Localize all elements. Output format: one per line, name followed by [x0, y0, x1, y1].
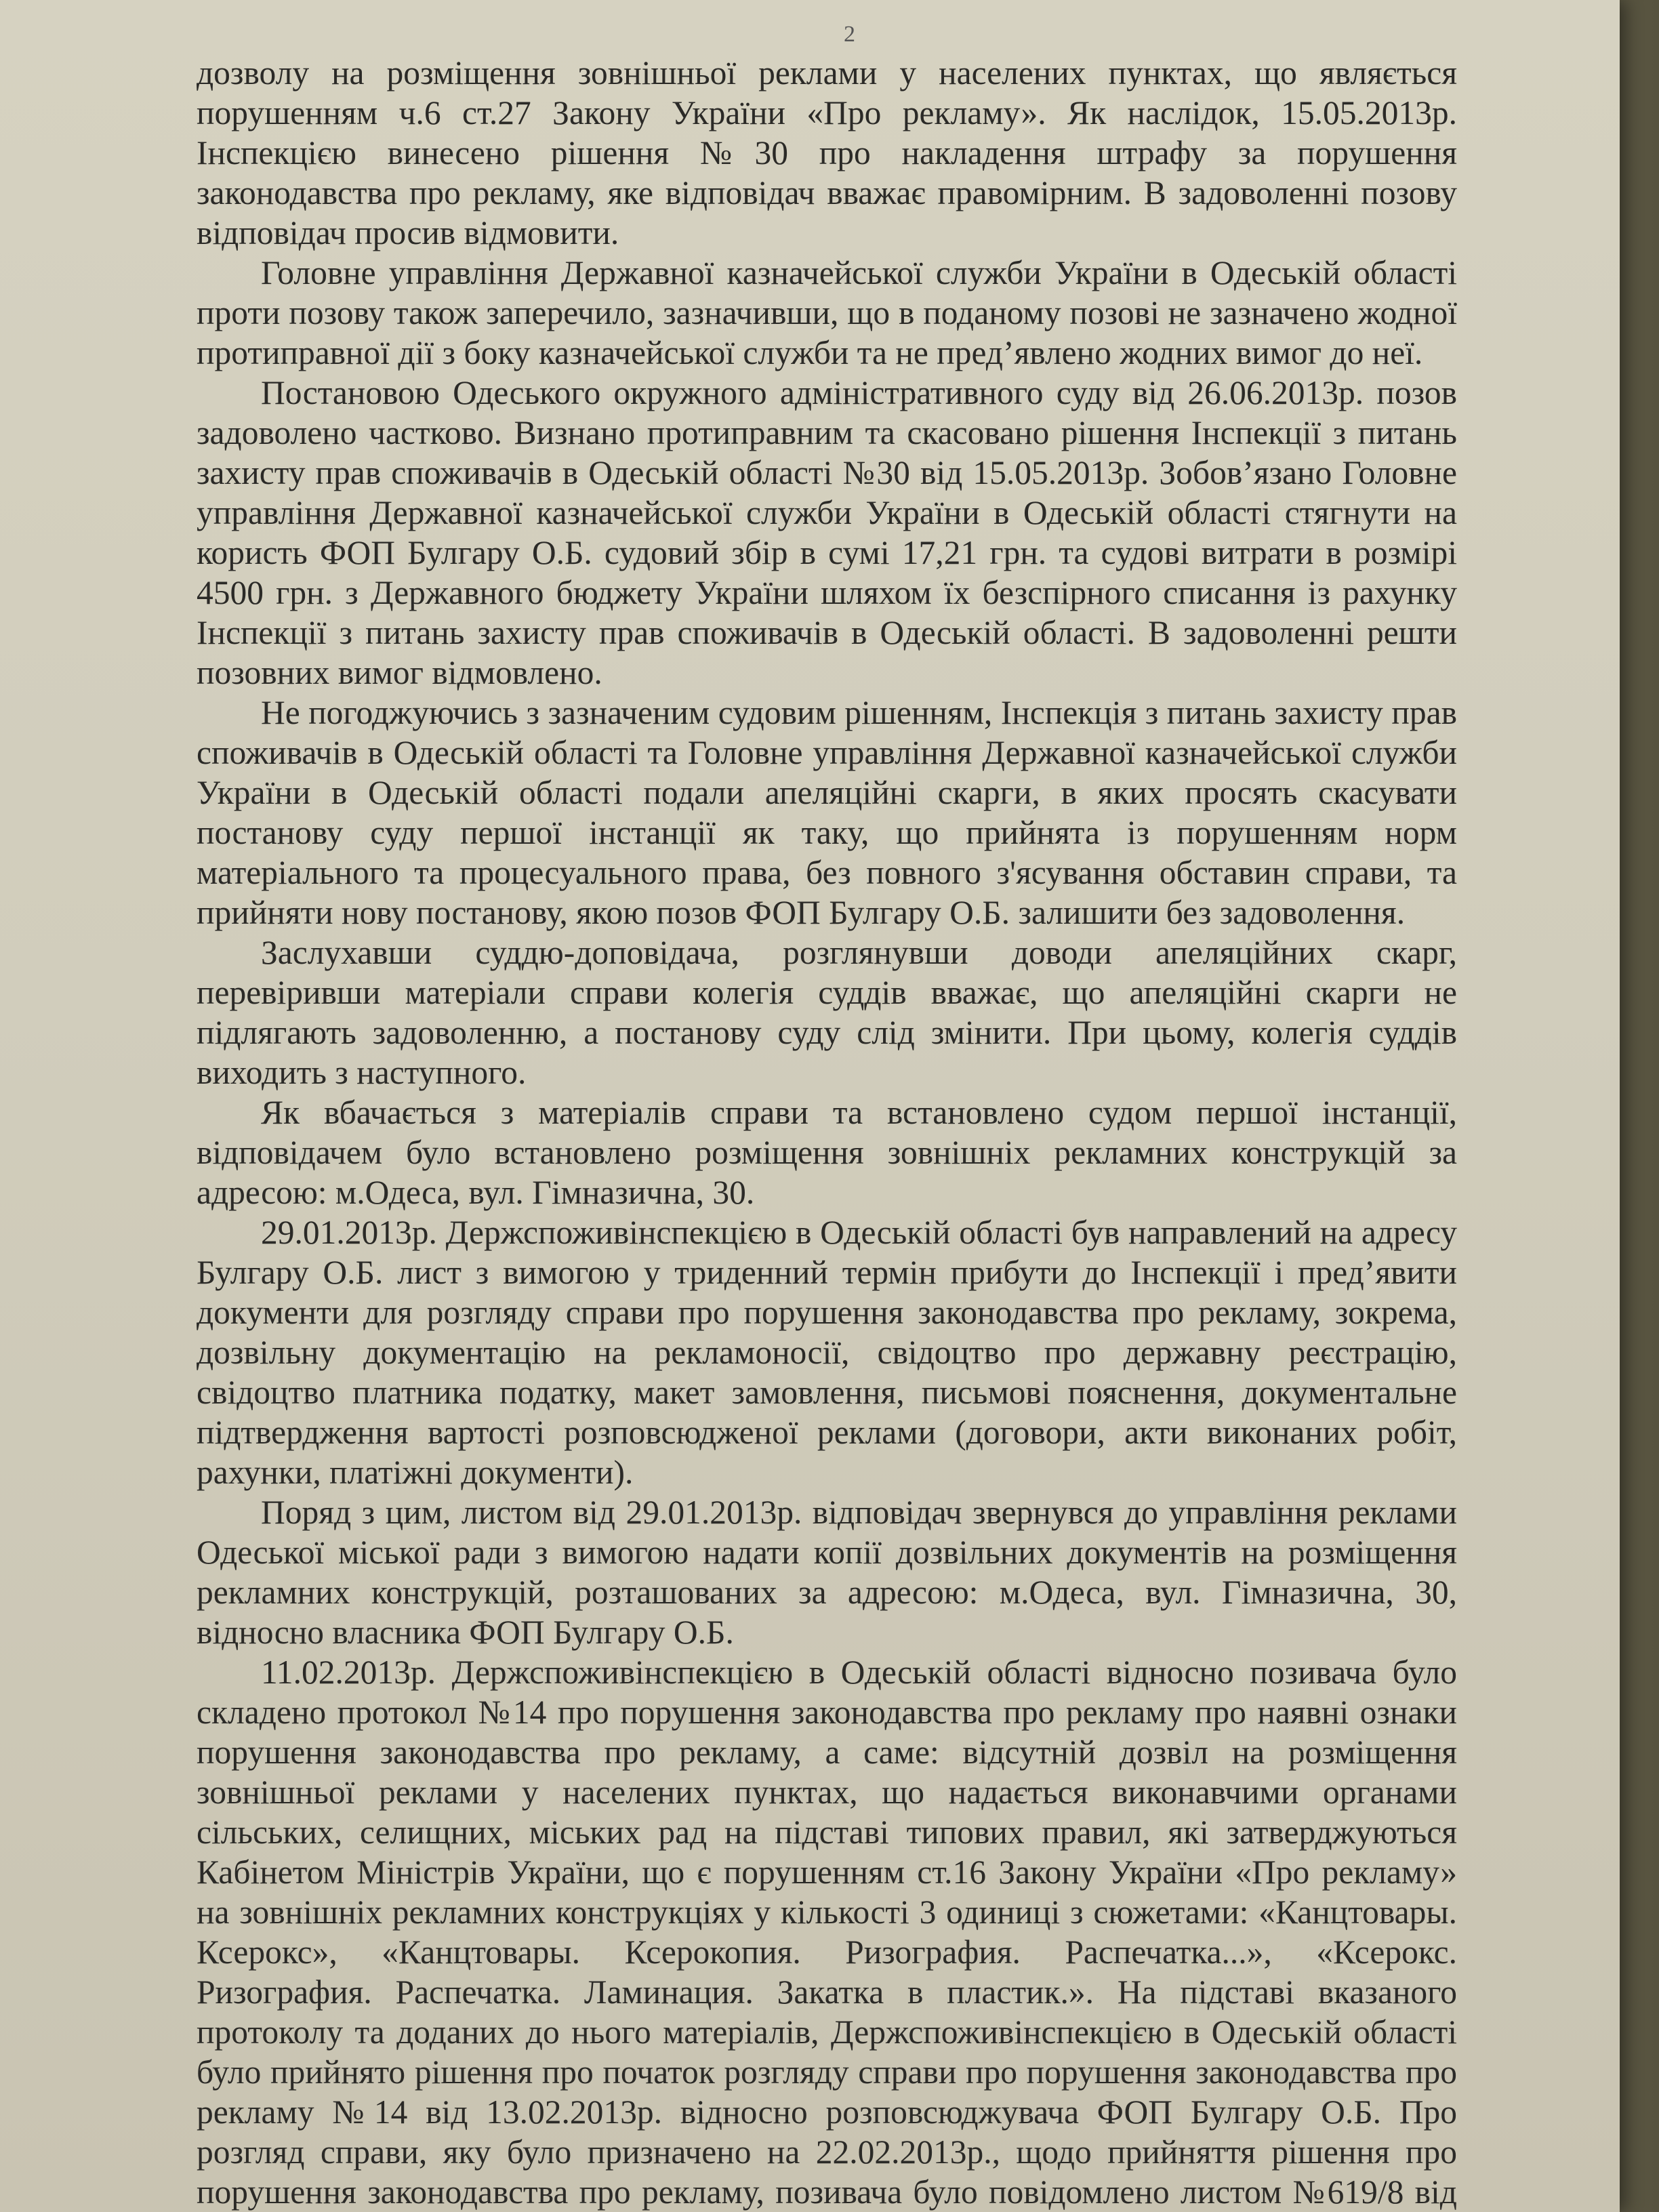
paragraph-established-facts: Як вбачається з матеріалів справи та встановлено судом першої інстанції, відповідачем було встановлено розміщення зовнішніх рекламних конструкцій за адресою: м.Одеса, вул. Гімназична, 30.: [197, 1094, 1457, 1211]
paragraph-city-council-request: Поряд з цим, листом від 29.01.2013р. відповідач звернувся до управління реклами Одеської міської ради з вимогою надати копії дозвільних документів на розміщення рекламних конструкцій, розташованих за адресою: м.Одеса, вул. Гімназична, 30, відносно власника ФОП Булгару О.Б.: [197, 1494, 1457, 1651]
paragraph-letter-29-01: 29.01.2013р. Держспоживінспекцією в Одеській області був направлений на адресу Булгару О.Б. лист з вимогою у триденний термін прибути до Інспекції і пред’явити документи для розгляду справи про порушення законодавства про рекламу, зокрема, дозвільну документацію на рекламоносії, свідоцтво про державну реєстрацію, свідоцтво платника податку, макет замовлення, письмові пояснення, документальне підтвердження вартості розповсюдженої реклами (договори, акти виконаних робіт, рахунки, платіжні документи).: [197, 1214, 1457, 1491]
paragraph-treasury-objection: Головне управління Державної казначейської служби України в Одеській області проти позову також заперечило, зазначивши, що в поданому позові не зазначено жодної протиправної дії з боку казначейської служби та не пред’явлено жодних вимог до неї.: [197, 254, 1457, 371]
page-number: 2: [844, 22, 855, 47]
paragraph-first-instance-ruling: Постановою Одеського окружного адміністративного суду від 26.06.2013р. позов задоволено частково. Визнано протиправним та скасовано рішення Інспекції з питань захисту прав споживачів в Одеській області №30 від 15.05.2013р. Зобов’язано Головне управління Державної казначейської служби України в Одеській області стягнути на користь ФОП Булгару О.Б. судовий збір в сумі 17,21 грн. та судові витрати в розмірі 4500 грн. з Державного бюджету України шляхом їх безспірного списання із рахунку Інспекції з питань захисту прав споживачів в Одеській області. В задоволенні решти позовних вимог відмовлено.: [197, 374, 1457, 691]
paragraph-continuation: дозволу на розміщення зовнішньої реклами у населених пунктах, що являється порушенням ч.6 ст.27 Закону України «Про рекламу». Як наслідок, 15.05.2013р. Інспекцією винесено рішення №30 про накладення штрафу за порушення законодавства про рекламу, яке відповідач вважає правомірним. В задоволенні позову відповідач просив відмовити.: [197, 54, 1457, 251]
paragraph-appeals: Не погоджуючись з зазначеним судовим рішенням, Інспекція з питань захисту прав споживачів в Одеській області та Головне управління Державної казначейської служби України в Одеській області подали апеляційні скарги, в яких просять скасувати постанову суду першої інстанції як таку, що прийнята із порушенням норм матеріального та процесуального права, без повного з'ясування обставин справи, та прийняти нову постанову, якою позов ФОП Булгару О.Б. залишити без задоволення.: [197, 694, 1457, 931]
document-text: [197, 53, 1457, 2212]
paragraph-protocol-14: 11.02.2013р. Держспоживінспекцією в Одеській області відносно позивача було складено протокол №14 про порушення законодавства про рекламу про наявні ознаки порушення законодавства про рекламу, а саме: відсутній дозвіл на розміщення зовнішньої реклами у населених пунктах, що надається виконавчими органами сільських, селищних, міських рад на підставі типових правил, які затверджуються Кабінетом Міністрів України, що є порушенням ст.16 Закону України «Про рекламу» на зовнішніх рекламних конструкціях у кількості 3 одиниці з сюжетами: «Канцтовары. Ксерокс», «Канцтовары. Ксерокопия. Ризография. Распечатка...», «Ксерокс. Ризография. Распечатка. Ламинация. Закатка в пластик.». На підставі вказаного протоколу та доданих до нього матеріалів, Держспоживінспекцією в Одеській області було прийнято рішення про початок розгляду справи про порушення законодавства про рекламу №14 від 13.02.2013р. відносно розповсюджувача ФОП Булгару О.Б. Про розгляд справи, яку було призначено на 22.02.2013р., щодо прийняття рішення про порушення законодавства про рекламу, позивача було повідомлено листом №619/8 від: [197, 1654, 1457, 2211]
paragraph-panel-conclusion: Заслухавши суддю-доповідача, розглянувши доводи апеляційних скарг, перевіривши матеріали справи колегія суддів вважає, що апеляційні скарги не підлягають задоволенню, а постанову суду слід змінити. При цьому, колегія суддів виходить з наступного.: [197, 934, 1457, 1091]
